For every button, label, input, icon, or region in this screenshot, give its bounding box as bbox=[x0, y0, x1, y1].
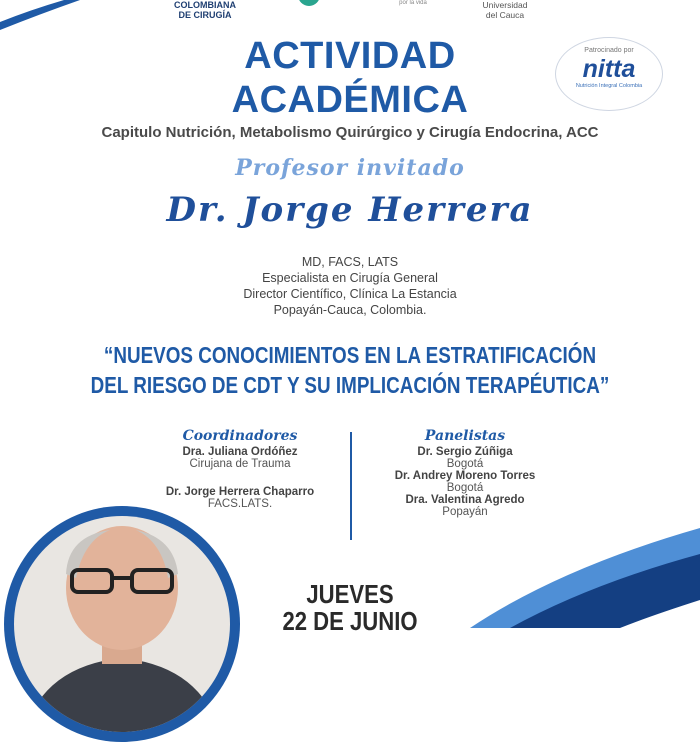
university-line: Universidad bbox=[482, 0, 528, 10]
credential-line: MD, FACS, LATS bbox=[301, 255, 399, 269]
coordinator-role: Cirujana de Trauma bbox=[189, 458, 291, 470]
association-line: COLOMBIANA bbox=[174, 0, 236, 10]
university-line: del Cauca bbox=[485, 10, 525, 20]
sponsor-brand: nitta bbox=[582, 55, 636, 83]
panelist-name: Dr. Sergio Zúñiga bbox=[417, 446, 513, 458]
panelist-name: Dra. Valentina Agredo bbox=[405, 494, 525, 506]
title-line-1: ACTIVIDAD bbox=[244, 35, 456, 77]
panelist-role: Popayán bbox=[442, 506, 488, 518]
panelists-heading: Panelistas bbox=[424, 428, 506, 444]
coordinators-section bbox=[140, 428, 340, 510]
association-line: DE CIRUGÍA bbox=[178, 10, 232, 20]
panelists-section bbox=[365, 428, 565, 518]
small-logo-text: por la vida bbox=[399, 0, 427, 6]
partner-logo-icon bbox=[298, 0, 320, 6]
guest-name: Dr. Jorge Herrera bbox=[166, 190, 534, 230]
coordinators-heading: Coordinadores bbox=[182, 428, 298, 444]
association-logo bbox=[150, 0, 260, 20]
credential-line: Director Científico, Clínica La Estancia bbox=[243, 287, 457, 301]
event-weekday: JUEVES bbox=[306, 579, 394, 609]
credential-line: Especialista en Cirugía General bbox=[262, 271, 438, 285]
university-logo bbox=[470, 0, 540, 20]
guest-label: Profesor invitado bbox=[235, 155, 465, 181]
event-day: 22 DE JUNIO bbox=[282, 606, 418, 636]
guest-credentials bbox=[0, 254, 700, 318]
credential-line: Popayán-Cauca, Colombia. bbox=[273, 303, 427, 317]
panelist-name: Dr. Andrey Moreno Torres bbox=[394, 470, 536, 482]
sponsor-tagline: Nutrición Integral Colombia bbox=[575, 83, 643, 89]
sponsor-label: Patrocinado por bbox=[584, 47, 634, 54]
panelist-role: Bogotá bbox=[446, 458, 484, 470]
title-line-2: ACADÉMICA bbox=[231, 79, 469, 121]
panelist-role: Bogotá bbox=[446, 482, 484, 494]
coordinator-role: FACS.LATS. bbox=[207, 498, 273, 510]
chapter-subtitle: Capitulo Nutrición, Metabolismo Quirúrgico y Cirugía Endocrina, ACC bbox=[101, 124, 599, 141]
coordinator-name: Dra. Juliana Ordóñez bbox=[182, 446, 298, 458]
corner-swoosh-graphic bbox=[0, 0, 80, 30]
column-divider bbox=[350, 432, 352, 540]
talk-title-line-2: DEL RIESGO DE CDT Y SU IMPLICACIÓN TERAPÉUTICA” bbox=[90, 372, 610, 398]
coordinator-name: Dr. Jorge Herrera Chaparro bbox=[165, 486, 315, 498]
talk-title-line-1: “NUEVOS CONOCIMIENTOS EN LA ESTRATIFICACIÓN bbox=[103, 342, 597, 368]
